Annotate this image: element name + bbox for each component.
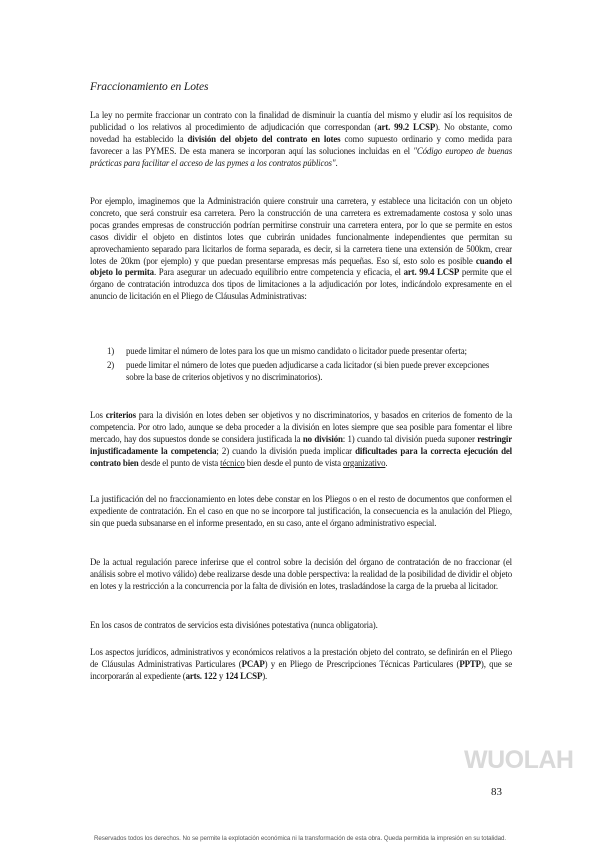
bold-text: arts. 122 (185, 670, 217, 681)
text-run: para la división en lotes deben ser objetivos y no discriminatorios, y basados en criterios de fomento de la competencia. Por otro lado, aunque se deba proceder a la división en lotes siempre que sea posible para fomentar el libre mercado, hay dos supuestos donde se considera justificada la (90, 410, 512, 444)
text-run: Los (90, 410, 106, 420)
bold-text: criterios (105, 410, 136, 420)
text-run: Los aspectos jurídicos, administrativos y económicos relativos a la prestación objeto del contrato, se definirán en el Pliego de Cláusulas Administrativas Particulares ( (90, 647, 512, 669)
paragraph-justification: La justificación del no fraccionamiento en lotes debe constar en los Pliegos o en el resto de documentos que conformen el expediente de contratación. En el caso en que no se incorpore tal justificación, la consecuencia es la anulación del Pliego, sin que pueda subsanarse en el informe presentado, en su caso, ante el órgano administrativo especial. (90, 494, 512, 528)
list-item (107, 346, 509, 358)
text-run: permite que el órgano de contratación introduzca dos tipos de limitaciones a la adjudicación por lotes, indicándolo expresamente en el anuncio de licitación en el Pliego de Cláusulas Administrativas: (90, 267, 512, 302)
bold-text: restringir injustificadamente la competencia (90, 433, 512, 456)
brand-watermark: WUOLAH (464, 746, 574, 774)
bold-text: división del objeto del contrato en lotes (187, 133, 341, 144)
paragraph-control: De la actual regulación parece inferirse que el control sobre la decisión del órgano de contratación de no fraccionar (el análisis sobre el motivo válido) debe realizarse desde una doble perspectiva: la realidad de la posibilidad de dividir el objeto en lotes y la restricción a la concurrencia por la falta de división en lotes, trasladándose la carga de la prueba al licitador. (90, 557, 512, 591)
paragraph-criteria (90, 410, 512, 470)
paragraph-intro (90, 110, 512, 170)
bold-text: cuando el objeto lo permita (90, 255, 512, 278)
paragraph-example (90, 196, 512, 303)
paragraph-pliegos (90, 647, 512, 683)
limitations-list (107, 346, 509, 386)
bold-text: dificultades para la correcta ejecución del contrato bien (90, 445, 512, 468)
text-run: ), que se incorporarán al expediente ( (90, 658, 512, 681)
text-run: y (216, 670, 226, 681)
list-item-number: 2) (107, 359, 115, 370)
text-run: ). No obstante, como novedad ha establecido la (90, 121, 512, 144)
list-item-number: 1) (107, 346, 115, 356)
list-item (107, 360, 509, 384)
section-heading: Fraccionamiento en Lotes (90, 81, 209, 93)
bold-text: art. 99.2 LCSP (377, 121, 436, 132)
underlined-text: organizativo (342, 457, 386, 468)
text-run: . (335, 157, 338, 168)
text-run: : 1) cuando tal división pueda suponer (342, 433, 478, 444)
text-run: La ley no permite fraccionar un contrato con la finalidad de disminuir la cuantía del mismo y eludir así los requisitos de publicidad o los relativos al procedimiento de adjudicación que correspondan ( (90, 110, 512, 132)
text-run: . Para asegurar un adecuado equilibrio entre competencia y eficacia, el (153, 267, 404, 278)
italic-text: "Código europeo de buenas prácticas para facilitar el acceso de las pymes a los contratos públicos" (90, 145, 512, 168)
bold-text: PCAP (241, 658, 265, 669)
bold-text: no división (302, 433, 343, 444)
paragraph-services: En los casos de contratos de servicios esta divisiónes potestativa (nunca obligatoria). (90, 620, 378, 630)
copyright-footer: Reservados todos los derechos. No se permite la explotación económica ni la transformación de esta obra. Queda permitida la impresión en su totalidad. (93, 835, 507, 842)
list-item-text: puede limitar el número de lotes para los que un mismo candidato o licitador puede presentar oferta; (126, 346, 467, 356)
list-item-text: puede limitar el número de lotes que pueden adjudicarse a cada licitador (si bien puede prever excepciones sobre la base de criterios objetivos y no discriminatorios). (126, 359, 490, 382)
text-run: Por ejemplo, imaginemos que la Administración quiere construir una carretera, y establece una licitación con un objeto concreto, que será construir esa carretera. Pero la construcción de una carretera es extremadamente costosa y solo unas pocas grandes empresas de construcción podrían permitirse construir una carretera entera, por lo que se permite en estos casos dividir el objeto en distintos lotes que cubrirán unidades funcionalmente independientes que permitan su aprovechamiento separado para licitarlos de forma separada, es decir, si la carretera tiene una extensión de 500km, crear lotes de 20km (por ejemplo) y que puedan presentarse empresas más pequeñas. Eso sí, esto solo es posible (90, 196, 512, 266)
underlined-text: técnico (220, 457, 245, 468)
text-run: ) y en Pliego de Prescripciones Técnicas Particulares ( (264, 658, 460, 669)
bold-text: 124 LCSP (225, 670, 263, 681)
text-run: bien desde el punto de vista (244, 457, 343, 468)
page-number: 83 (491, 786, 502, 798)
text-run: ). (262, 670, 268, 681)
bold-text: PPTP (459, 658, 481, 669)
text-run: . (385, 457, 388, 468)
text-run: como supuesto ordinario y como medida para favorecer a las PYMES. De esta manera se incorporan aquí las soluciones incluidas en el (90, 133, 512, 156)
text-run: ; 2) cuando la división pueda implicar (216, 445, 356, 456)
bold-text: art. 99.4 LCSP (403, 267, 460, 278)
text-run: desde el punto de vista (138, 457, 221, 468)
